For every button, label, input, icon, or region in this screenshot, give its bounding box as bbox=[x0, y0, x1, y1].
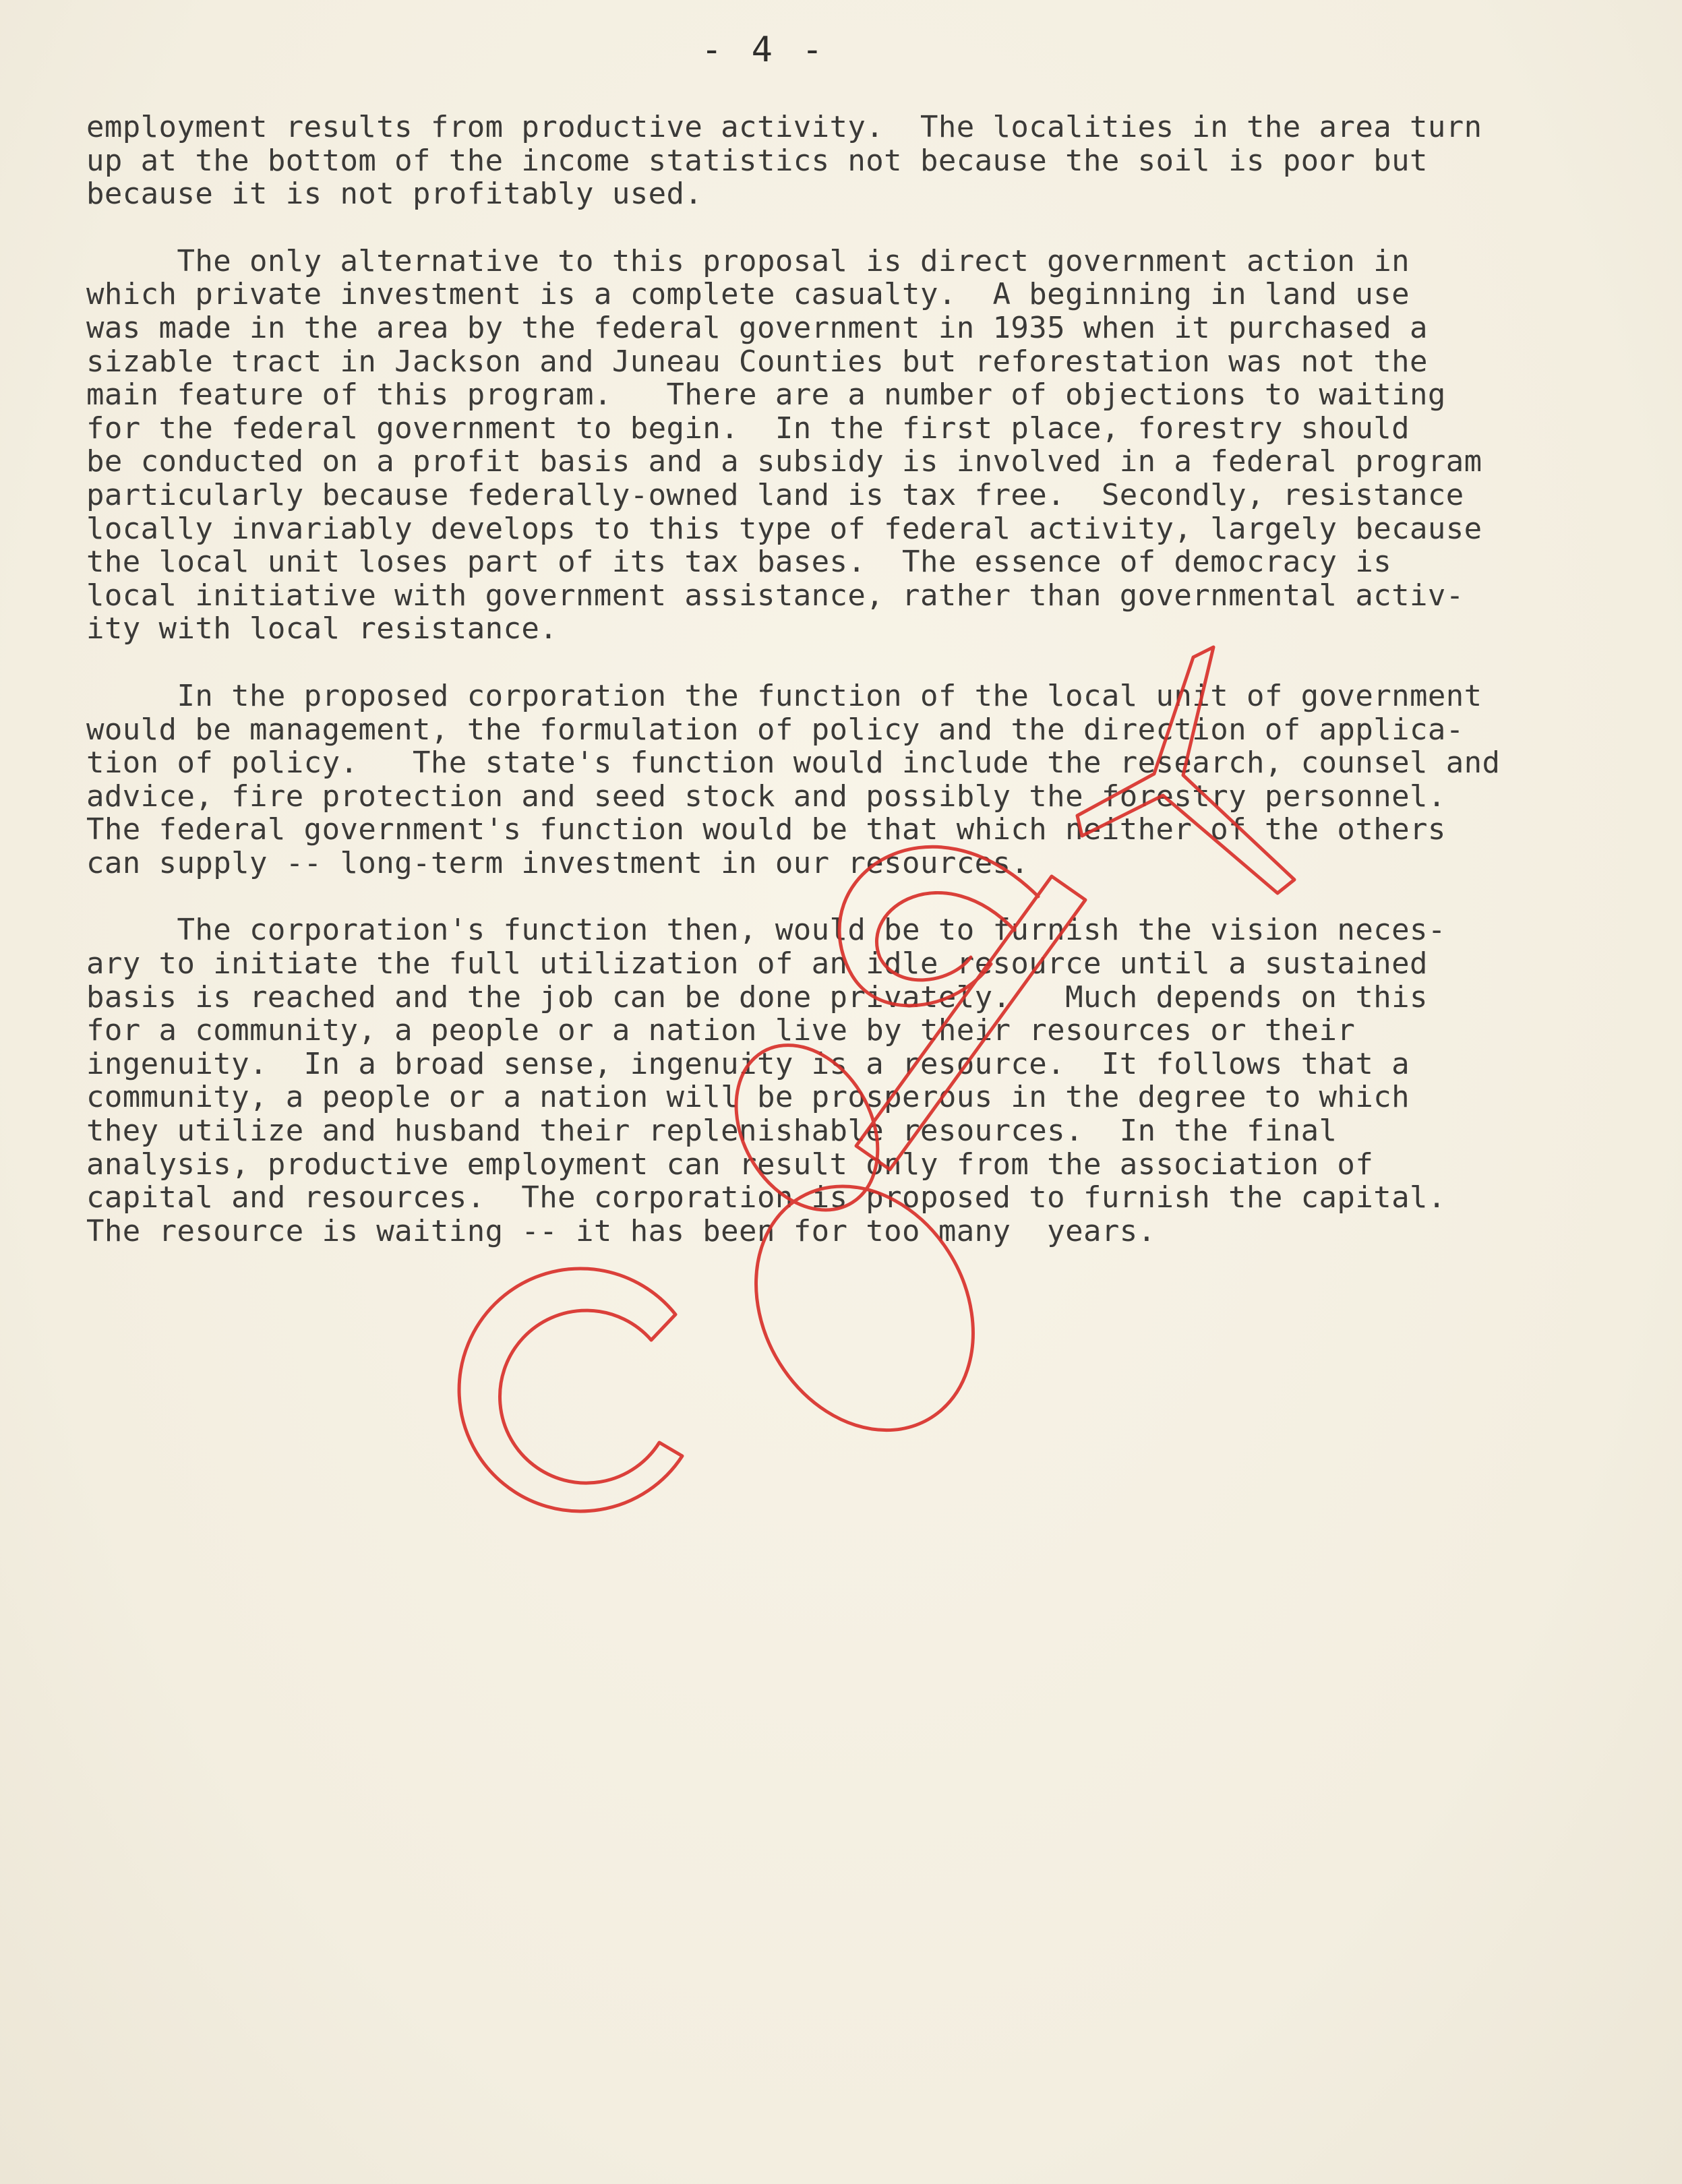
text-line: tion of policy. The state's function would include the research, counsel and bbox=[86, 746, 1501, 781]
text-line: The resource is waiting -- it has been for too many years. bbox=[86, 1213, 1156, 1248]
text-line: In the proposed corporation the function of the local unit of government bbox=[86, 678, 1482, 713]
text-line: The corporation's function then, would be to furnish the vision neces- bbox=[86, 913, 1446, 948]
text-line: can supply -- long-term investment in our resources. bbox=[86, 845, 1029, 880]
text-line: local initiative with government assistance, rather than governmental activ- bbox=[86, 578, 1464, 613]
text-line: for a community, a people or a nation live by their resources or their bbox=[86, 1013, 1356, 1048]
text-line: basis is reached and the job can be done privately. Much depends on this bbox=[86, 979, 1428, 1014]
text-line: ity with local resistance. bbox=[86, 611, 558, 646]
text-line: The only alternative to this proposal is direct government action in bbox=[86, 243, 1410, 278]
paragraph-1 bbox=[86, 111, 1657, 211]
text-line: because it is not profitably used. bbox=[86, 177, 703, 212]
paragraph-3 bbox=[86, 679, 1657, 880]
text-line: main feature of this program. There are a number of objections to waiting bbox=[86, 377, 1446, 413]
text-line: would be management, the formulation of policy and the direction of applica- bbox=[86, 712, 1464, 747]
text-line: sizable tract in Jackson and Juneau Counties but reforestation was not the bbox=[86, 344, 1428, 379]
text-line: the local unit loses part of its tax bases. The essence of democracy is bbox=[86, 545, 1392, 580]
paragraph-2 bbox=[86, 245, 1657, 646]
text-line: was made in the area by the federal government in 1935 when it purchased a bbox=[86, 310, 1428, 345]
text-line: The federal government's function would be that which neither of the others bbox=[86, 812, 1446, 847]
typed-letter-body bbox=[86, 111, 1657, 1281]
text-line: analysis, productive employment can result only from the association of bbox=[86, 1147, 1374, 1182]
text-line: ingenuity. In a broad sense, ingenuity is a resource. It follows that a bbox=[86, 1046, 1410, 1081]
text-line: advice, fire protection and seed stock and possibly the forestry personnel. bbox=[86, 779, 1446, 814]
stamp-letter-c bbox=[459, 1269, 682, 1511]
text-line: capital and resources. The corporation is proposed to furnish the capital. bbox=[86, 1180, 1446, 1215]
text-line: locally invariably develops to this type of federal activity, largely because bbox=[86, 511, 1482, 546]
text-line: which private investment is a complete casualty. A beginning in land use bbox=[86, 277, 1410, 312]
text-line: ary to initiate the full utilization of an idle resource until a sustained bbox=[86, 946, 1428, 981]
text-line: be conducted on a profit basis and a subsidy is involved in a federal program bbox=[86, 444, 1482, 479]
text-line: they utilize and husband their replenishable resources. In the final bbox=[86, 1114, 1338, 1149]
text-line: community, a people or a nation will be prosperous in the degree to which bbox=[86, 1080, 1410, 1115]
text-line: for the federal government to begin. In the first place, forestry should bbox=[86, 411, 1410, 446]
text-line: particularly because federally-owned land is tax free. Secondly, resistance bbox=[86, 477, 1464, 512]
text-line: employment results from productive activity. The localities in the area turn bbox=[86, 110, 1482, 144]
paragraph-4 bbox=[86, 913, 1657, 1248]
page-number: - 4 - bbox=[701, 30, 827, 70]
text-line: up at the bottom of the income statistics not because the soil is poor but bbox=[86, 143, 1428, 178]
